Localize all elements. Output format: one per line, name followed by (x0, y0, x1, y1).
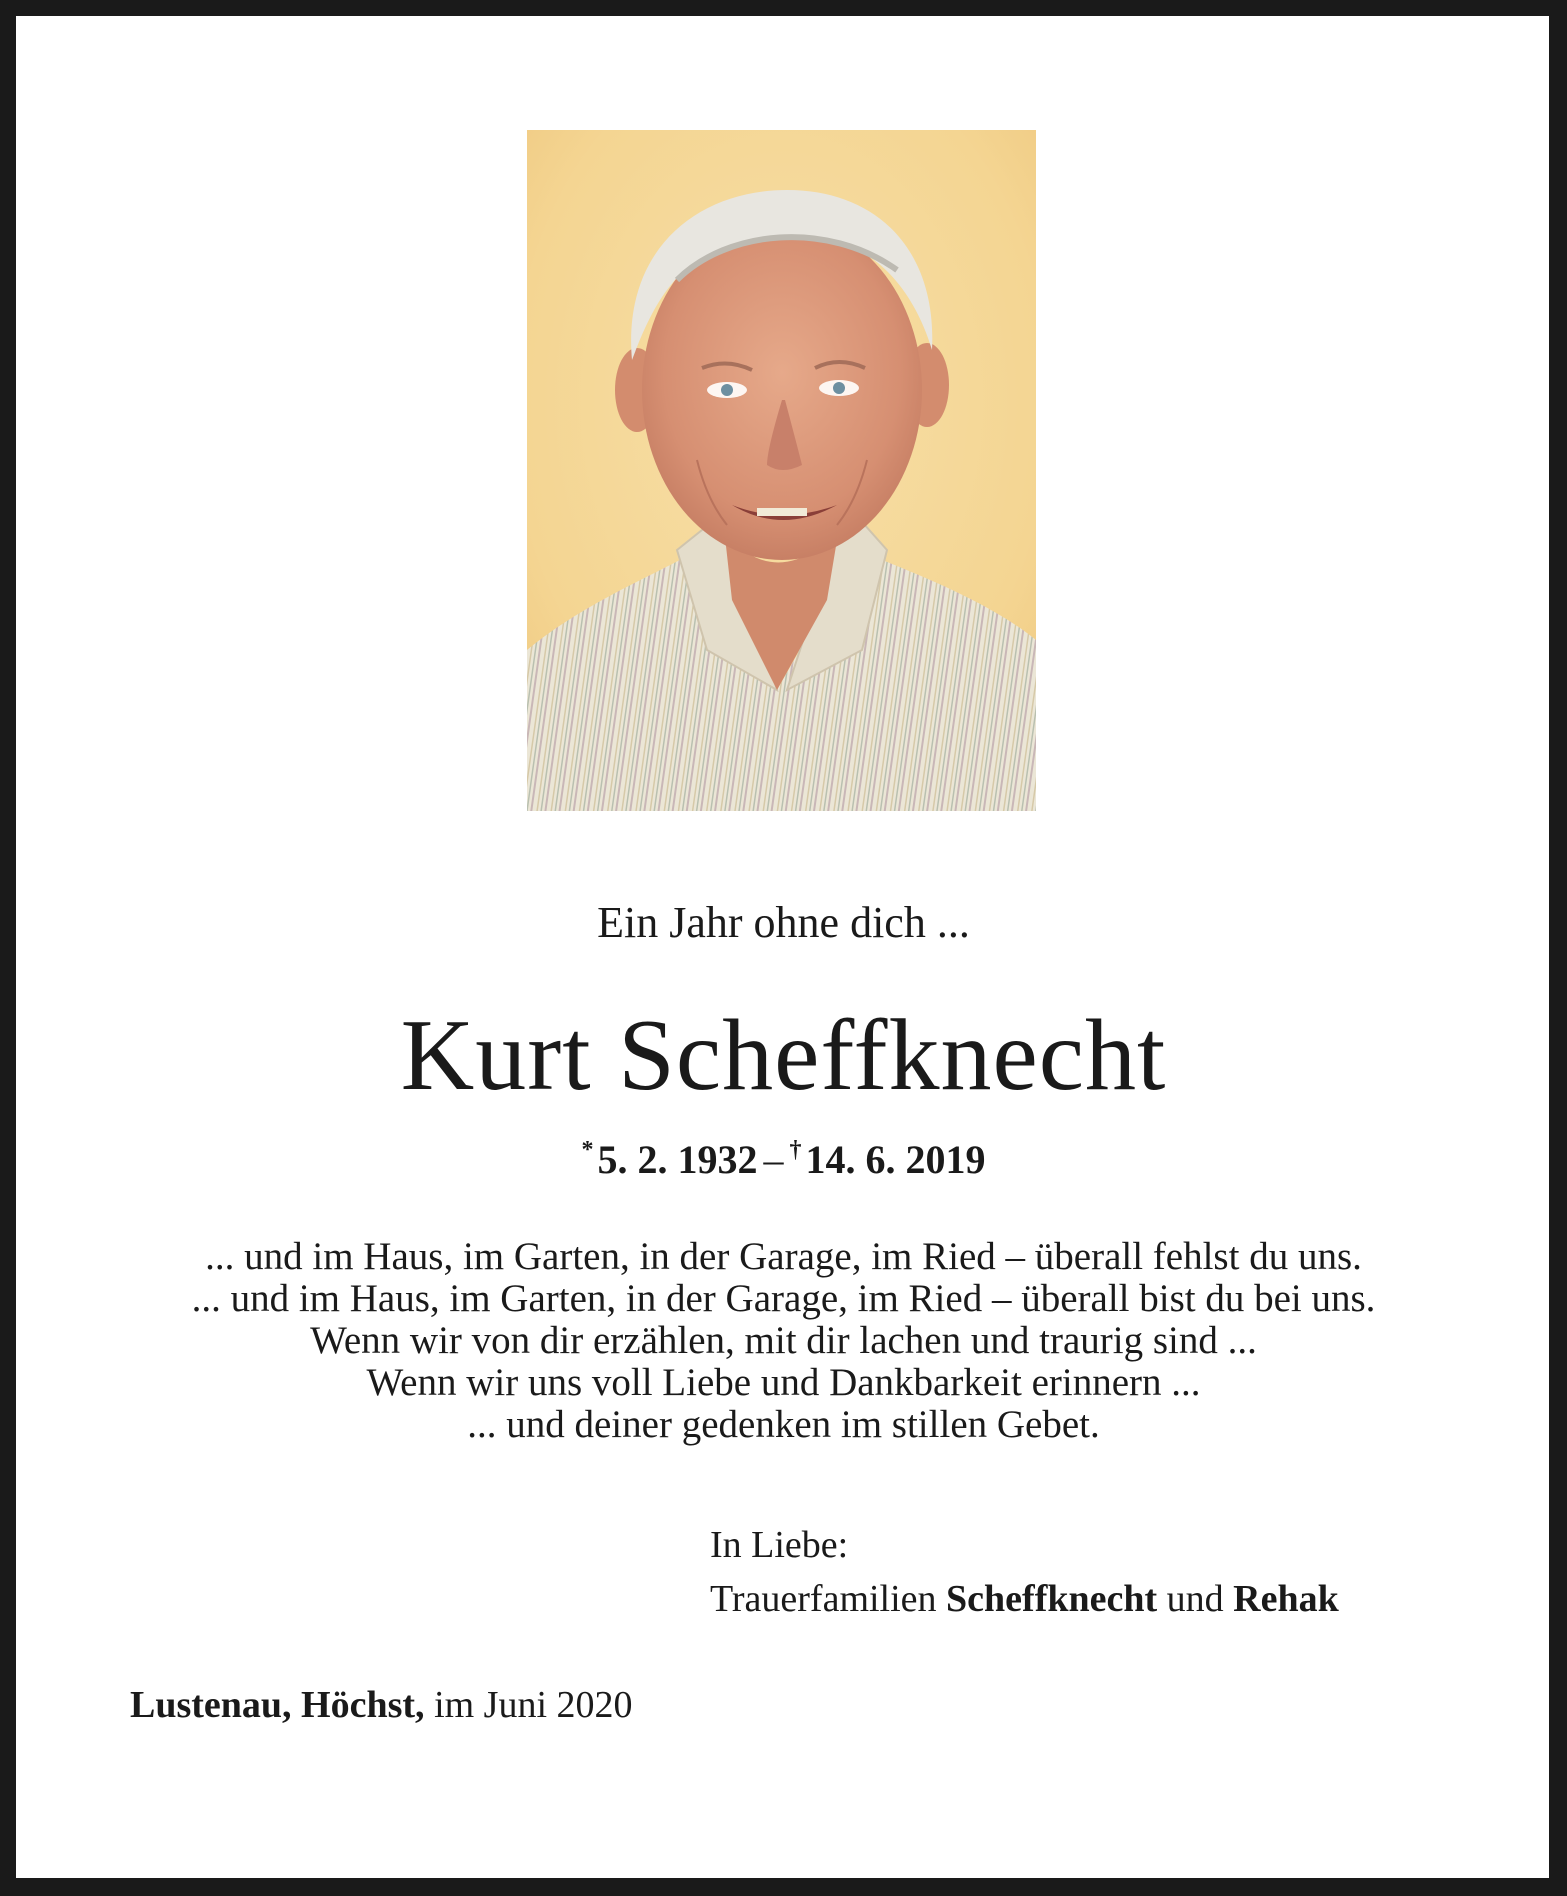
place-date: im Juni 2020 (434, 1684, 633, 1726)
birth-date: 5. 2. 1932 (597, 1137, 758, 1182)
poem-line: ... und im Haus, im Garten, in der Garage, im Ried – überall bist du bei uns. (191, 1277, 1376, 1320)
signature-intro: In Liebe: (710, 1524, 849, 1566)
families-prefix: Trauerfamilien (710, 1578, 937, 1620)
deceased-name: Kurt Scheffknecht (400, 999, 1167, 1112)
signature-families (710, 1572, 1339, 1626)
poem-line: Wenn wir von dir erzählen, mit dir lachen und traurig sind ... (310, 1319, 1257, 1362)
memorial-subtitle: Ein Jahr ohne dich ... (597, 898, 970, 947)
family-name-1: Scheffknecht (946, 1578, 1158, 1620)
date-separator: – (763, 1137, 784, 1182)
family-name-2: Rehak (1233, 1578, 1339, 1620)
poem-line: Wenn wir uns voll Liebe und Dankbarkeit erinnern ... (366, 1361, 1201, 1404)
death-date: 14. 6. 2019 (805, 1137, 986, 1182)
place-locations: Lustenau, Höchst, (130, 1684, 425, 1726)
place-date-line (130, 1680, 633, 1730)
birth-symbol: * (581, 1137, 594, 1163)
families-connector: und (1166, 1578, 1224, 1620)
life-dates (0, 1124, 1567, 1186)
portrait-photo (527, 130, 1036, 811)
poem-line: ... und im Haus, im Garten, in der Garage, im Ried – überall fehlst du uns. (205, 1235, 1362, 1278)
signature-block (710, 1518, 1339, 1626)
death-symbol: † (789, 1137, 802, 1163)
poem-line: ... und deiner gedenken im stillen Gebet. (467, 1403, 1100, 1446)
memorial-poem (0, 1236, 1567, 1446)
